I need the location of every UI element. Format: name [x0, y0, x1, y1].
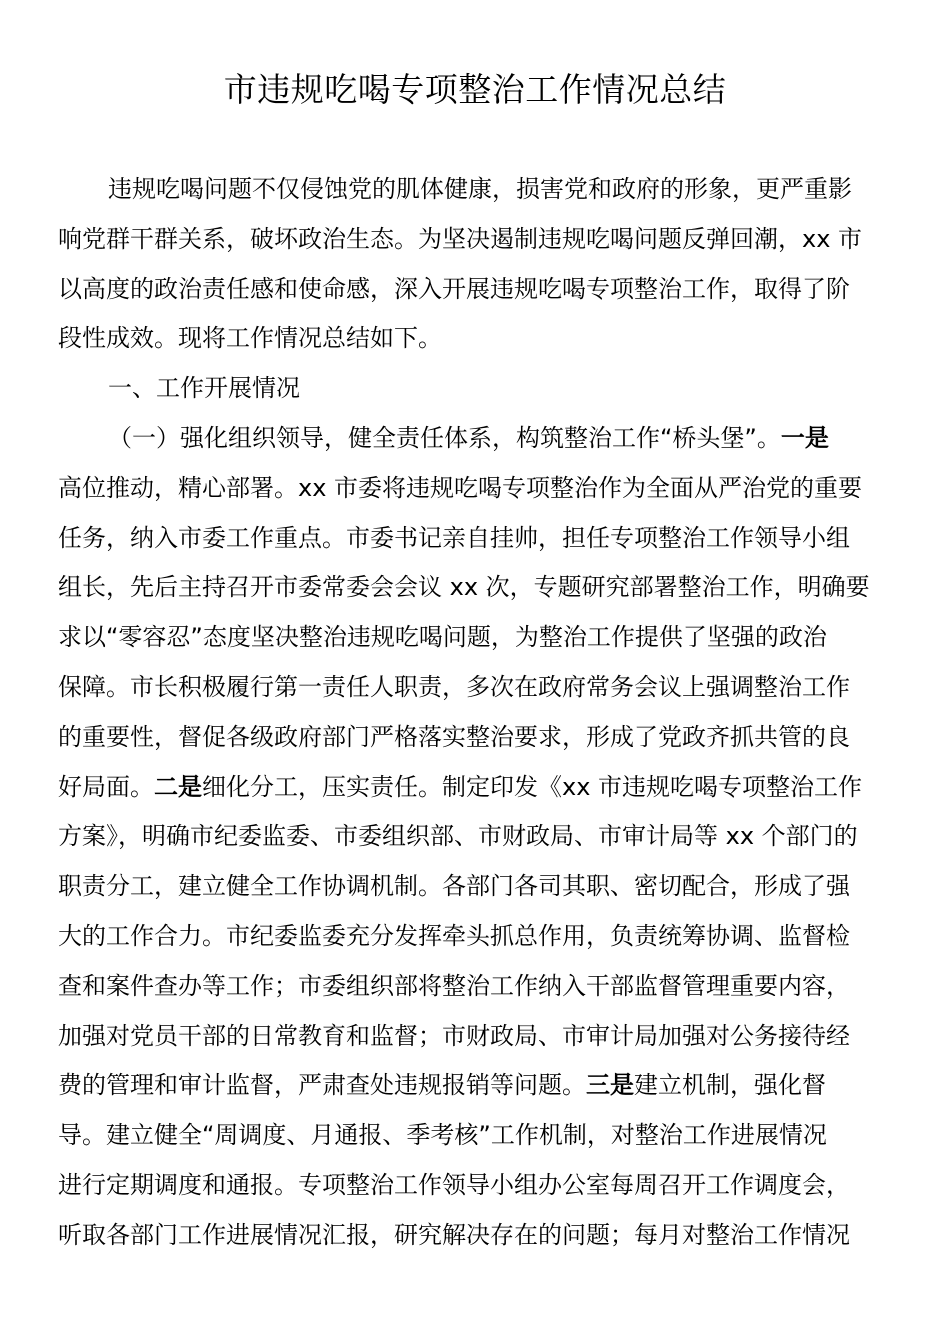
paragraph-line: 的重要性，督促各级政府部门严格落实整治要求，形成了党政齐抓共管的良 — [58, 722, 850, 751]
ordinal-marker: 二是 — [154, 772, 202, 801]
paragraph-line: 加强对党员干部的日常教育和监督；市财政局、市审计局加强对公务接待经 — [58, 1021, 850, 1050]
subsection-heading: （一）强化组织领导，健全责任体系，构筑整治工作“桥头堡”。 — [108, 423, 781, 452]
paragraph-line: 导。建立健全“周调度、月通报、季考核”工作机制，对整治工作进展情况 — [58, 1121, 827, 1150]
paragraph-line: 高位推动，精心部署。xx 市委将违规吃喝专项整治作为全面从严治党的重要 — [58, 473, 863, 502]
paragraph-line — [58, 414, 894, 464]
paragraph-line: 任务，纳入市委工作重点。市委书记亲自挂帅，担任专项整治工作领导小组 — [58, 523, 850, 552]
ordinal-marker: 一是 — [780, 423, 829, 452]
paragraph-line: 进行定期调度和通报。专项整治工作领导小组办公室每周召开工作调度会， — [58, 1170, 850, 1199]
document-title: 市违规吃喝专项整治工作情况总结 — [223, 70, 727, 109]
paragraph-line: 大的工作合力。市纪委监委充分发挥牵头抓总作用，负责统筹协调、监督检 — [58, 921, 850, 950]
paragraph-line: 违规吃喝问题不仅侵蚀党的肌体健康，损害党和政府的形象，更严重影 — [108, 175, 852, 203]
line-text: 建立机制，强化督 — [634, 1071, 826, 1100]
paragraph-line: 职责分工，建立健全工作协调机制。各部门各司其职、密切配合，形成了强 — [58, 872, 850, 901]
document-body — [58, 165, 894, 1261]
ordinal-marker: 三是 — [586, 1071, 634, 1100]
paragraph-line: 段性成效。现将工作情况总结如下。 — [58, 324, 442, 353]
paragraph-line — [58, 1061, 894, 1111]
paragraph-line: 查和案件查办等工作；市委组织部将整治工作纳入干部监督管理重要内容， — [58, 971, 850, 1000]
paragraph-line: 听取各部门工作进展情况汇报，研究解决存在的问题；每月对整治工作情况 — [58, 1220, 850, 1249]
paragraph-line: 以高度的政治责任感和使命感，深入开展违规吃喝专项整治工作，取得了阶 — [58, 274, 850, 303]
paragraph-line: 方案》，明确市纪委监委、市委组织部、市财政局、市审计局等 xx 个部门的 — [58, 822, 858, 851]
paragraph-line: 求以“零容忍”态度坚决整治违规吃喝问题，为整治工作提供了坚强的政治 — [58, 623, 827, 652]
line-text: 好局面。 — [58, 772, 154, 801]
paragraph-line — [58, 763, 894, 813]
paragraph-line: 组长，先后主持召开市委常委会会议 xx 次，专题研究部署整治工作，明确要 — [58, 573, 870, 602]
paragraph-line: 保障。市长积极履行第一责任人职责，多次在政府常务会议上强调整治工作 — [58, 672, 850, 701]
paragraph-line: 响党群干群关系，破坏政治生态。为坚决遏制违规吃喝问题反弹回潮，xx 市 — [58, 224, 863, 253]
section-heading: 一、工作开展情况 — [108, 374, 300, 403]
line-text: 费的管理和审计监督，严肃查处违规报销等问题。 — [58, 1071, 586, 1100]
line-text: 细化分工，压实责任。制定印发《xx 市违规吃喝专项整治工作 — [202, 772, 863, 801]
